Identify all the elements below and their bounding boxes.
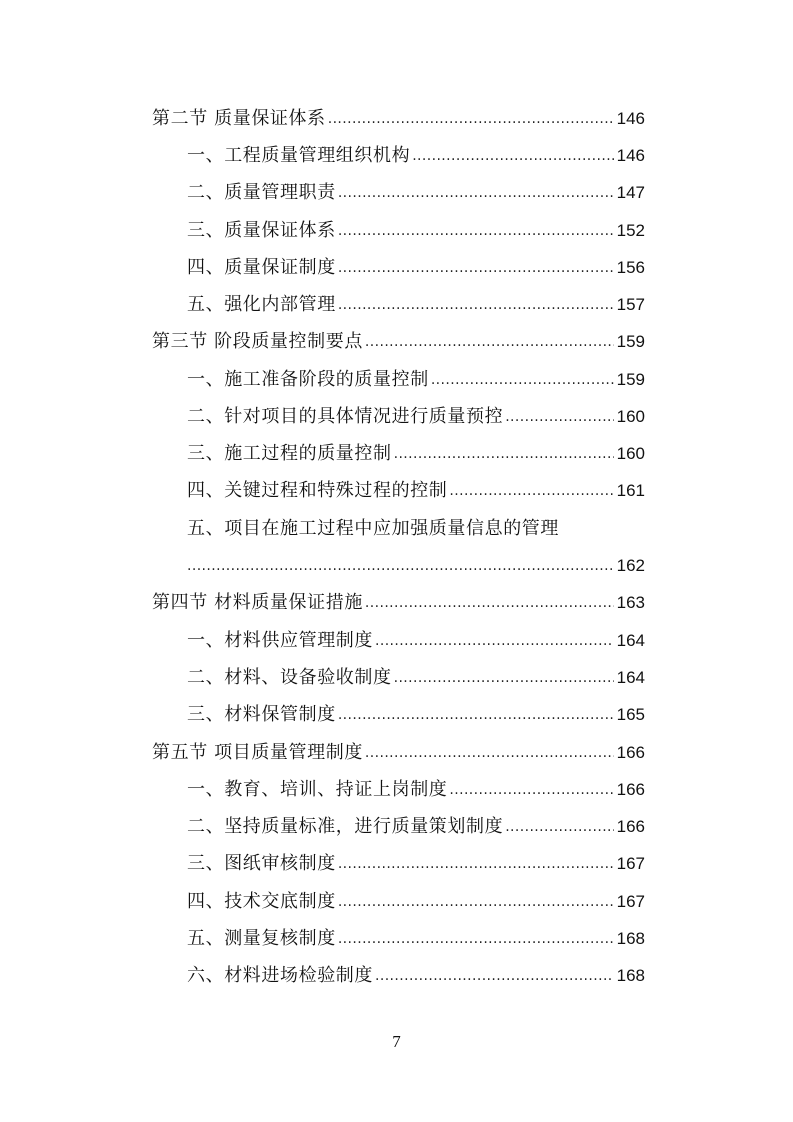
toc-leader-dots [338,702,614,727]
toc-subsection-entry[interactable] [187,144,645,169]
toc-subsection-entry[interactable] [187,964,645,989]
toc-leader-dots [338,255,614,280]
toc-entry-page: 164 [616,668,645,687]
toc-entry-label: 一、材料供应管理制度 [187,630,373,651]
toc-subsection-entry[interactable] [187,181,645,206]
toc-entry-label: 二、质量管理职责 [187,182,336,203]
page-number: 7 [392,1032,401,1051]
toc-leader-dots [365,590,614,615]
toc-entry-page: 167 [616,892,645,911]
toc-entry-page: 161 [616,481,645,500]
toc-entry-label: 三、材料保管制度 [187,704,336,725]
toc-entry-label: 三、图纸审核制度 [187,853,336,874]
toc-leader-dots [412,143,613,168]
toc-entry-label: 四、质量保证制度 [187,257,336,278]
toc-leader-dots [365,329,614,354]
toc-entry-page: 160 [616,444,645,463]
toc-leader-dots [338,926,614,951]
toc-entry-page: 166 [616,780,645,799]
toc-subsection-entry[interactable] [187,778,645,803]
toc-entry-page: 147 [616,183,645,202]
toc-leader-dots [431,367,614,392]
toc-entry-label: 二、针对项目的具体情况进行质量预控 [187,406,504,427]
toc-section-entry[interactable] [152,741,645,766]
toc-subsection-entry[interactable] [187,219,645,244]
toc-leader-dots [449,478,613,503]
toc-entry-label: 五、强化内部管理 [187,294,336,315]
toc-subsection-entry[interactable] [187,256,645,281]
toc-leader-dots [338,292,614,317]
toc-leader-dots [505,404,613,429]
toc-entry-page: 146 [616,109,645,128]
toc-leader-dots [449,777,613,802]
toc-subsection-entry[interactable] [187,815,645,840]
toc-entry-page: 159 [616,370,645,389]
toc-entry-page: 164 [616,631,645,650]
toc-subsection-entry[interactable] [187,442,645,467]
toc-entry-label: 第五节 项目质量管理制度 [152,742,363,763]
toc-entry-label: 五、测量复核制度 [187,928,336,949]
toc-entry-page: 160 [616,407,645,426]
toc-subsection-entry[interactable] [187,852,645,877]
toc-entry-label: 一、工程质量管理组织机构 [187,145,411,166]
toc-leader-dots [375,628,614,653]
toc-entry-page: 163 [616,593,645,612]
toc-subsection-entry[interactable] [187,405,645,430]
toc-section-entry[interactable] [152,591,645,616]
toc-subsection-entry[interactable] [187,890,645,915]
toc-leader-dots [394,665,614,690]
toc-leader-dots [328,106,614,131]
toc-entry-page: 159 [616,332,645,351]
toc-subsection-entry[interactable] [187,629,645,654]
toc-entry-page: 168 [616,966,645,985]
toc-subsection-entry-continued[interactable] [187,554,645,579]
toc-entry-label: 三、质量保证体系 [187,220,336,241]
toc-entry-page: 167 [616,854,645,873]
toc-leader-dots [338,851,614,876]
toc-subsection-entry[interactable] [187,666,645,691]
toc-leader-dots [375,963,614,988]
toc-leader-dots [187,553,614,578]
toc-entry-label: 第四节 材料质量保证措施 [152,592,363,613]
toc-entry-label: 一、教育、培训、持证上岗制度 [187,779,448,800]
toc-leader-dots [338,889,614,914]
toc-entry-label: 四、技术交底制度 [187,891,336,912]
toc-entry-page: 157 [616,295,645,314]
toc-leader-dots [394,441,614,466]
toc-subsection-entry[interactable] [187,479,645,504]
toc-entry-page: 166 [616,817,645,836]
toc-entry-label: 二、材料、设备验收制度 [187,667,392,688]
toc-entry-page: 156 [616,258,645,277]
toc-entry-label[interactable]: 五、项目在施工过程中应加强质量信息的管理 [187,518,559,539]
toc-entry-label: 二、坚持质量标准，进行质量策划制度 [187,816,504,837]
toc-entry-label: 四、关键过程和特殊过程的控制 [187,480,448,501]
toc-entry-page: 166 [616,743,645,762]
toc-subsection-entry[interactable] [187,703,645,728]
toc-subsection-entry[interactable] [187,927,645,952]
toc-entry-label: 六、材料进场检验制度 [187,965,373,986]
toc-leader-dots [505,814,613,839]
toc-entry-page: 162 [616,556,645,575]
toc-subsection-entry[interactable] [187,293,645,318]
toc-leader-dots [338,180,614,205]
toc-entry-page: 146 [616,146,645,165]
toc-leader-dots [338,218,614,243]
toc-entry-page: 165 [616,705,645,724]
toc-section-entry[interactable] [152,107,645,132]
toc-entry-label: 第二节 质量保证体系 [152,108,326,129]
toc-section-entry[interactable] [152,330,645,355]
toc-subsection-entry[interactable] [187,368,645,393]
toc-entry-page: 152 [616,221,645,240]
toc-leader-dots [365,740,614,765]
toc-entry-label: 一、施工准备阶段的质量控制 [187,369,429,390]
toc-entry-label: 第三节 阶段质量控制要点 [152,331,363,352]
toc-entry-page: 168 [616,929,645,948]
toc-entry-label: 三、施工过程的质量控制 [187,443,392,464]
